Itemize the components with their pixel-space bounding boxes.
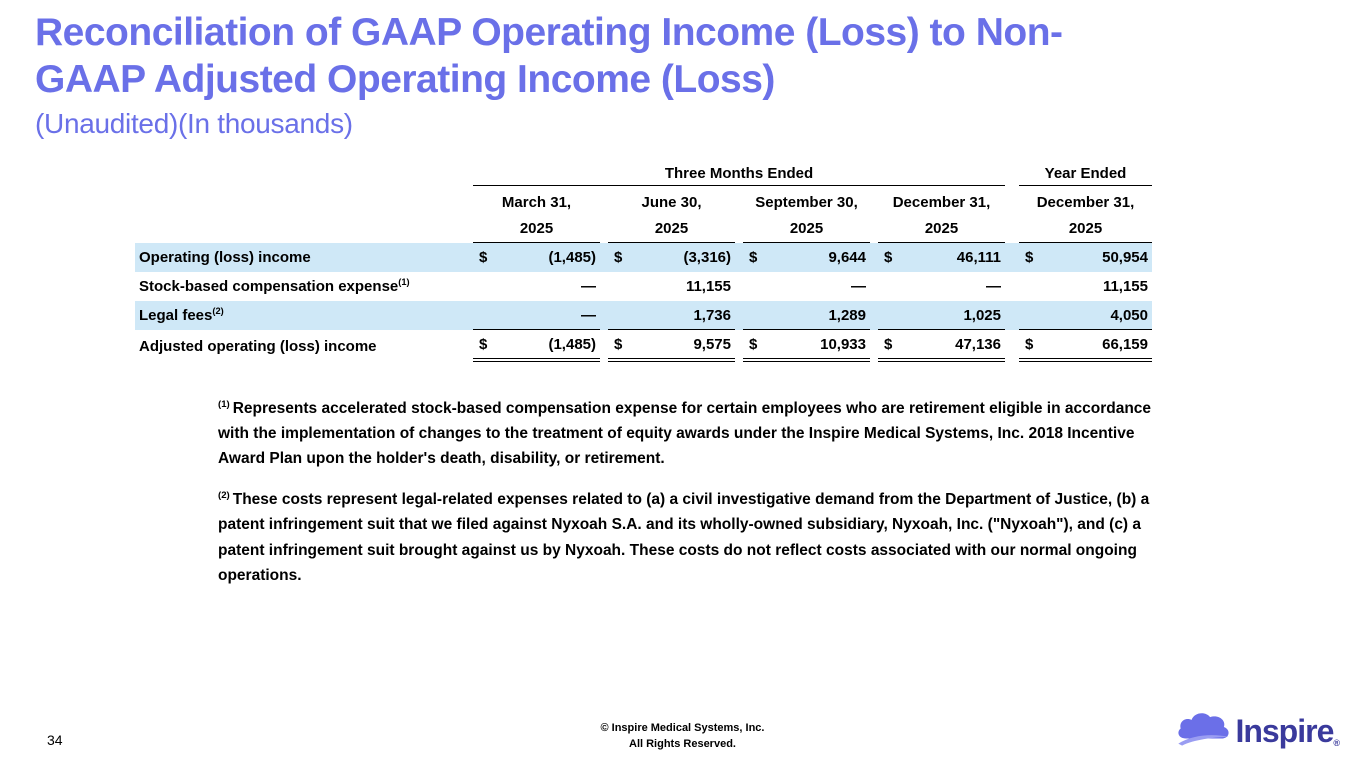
table-cell: $ 50,954 (1025, 249, 1148, 266)
footnote-1-text: Represents accelerated stock-based compensation expense for certain employees who are retirement eligible in accordance with the implementation of changes to the treatment of equity awards under the Inspire Medical Systems, Inc. 2018 Incentive Award Plan upon the holder's death, disability, or retirement. (218, 400, 1152, 468)
group-header-three-months: Three Months Ended (473, 165, 1005, 186)
copyright-line2: All Rights Reserved. (629, 737, 736, 750)
title-block (35, 10, 1335, 140)
footnote-2 (218, 487, 1154, 587)
column-header-q2: June 30, 2025 (608, 186, 735, 243)
inspire-logo (1175, 709, 1340, 754)
page-number: 34 (47, 732, 63, 748)
column-header-full-year: December 31, 2025 (1019, 186, 1152, 243)
row-label: Stock-based compensation expense$^{(1)}$ (139, 277, 410, 295)
column-header-q1: March 31, 2025 (473, 186, 600, 243)
inspire-wordmark: Inspire (1235, 713, 1334, 749)
table-cell: $ 66,159 (1019, 330, 1152, 362)
table-cell: 11,155 (1102, 278, 1148, 295)
footnotes (218, 396, 1154, 588)
table-cell: — (473, 301, 600, 330)
page-subtitle: (Unaudited)(In thousands) (35, 107, 353, 139)
table-column-header-row (135, 186, 1152, 243)
footnote-2-marker: (2) (218, 490, 230, 502)
inspire-cloud-icon (1175, 709, 1231, 752)
row-label: Legal fees$^{(2)}$ (139, 306, 224, 324)
copyright-line1: © Inspire Medical Systems, Inc. (600, 722, 765, 735)
table-cell: — (851, 278, 866, 295)
row-label: Adjusted operating (loss) income (139, 337, 377, 355)
row-label: Operating (loss) income (139, 249, 311, 266)
table-cell: $ (1,485) (473, 330, 600, 362)
table-cell: $ 47,136 (878, 330, 1005, 362)
group-header-year-ended: Year Ended (1019, 165, 1152, 186)
table-row-adjusted-operating-income (135, 330, 1152, 362)
table-cell: $ (1,485) (479, 249, 596, 266)
column-header-q3: September 30, 2025 (743, 186, 870, 243)
copyright-notice (0, 721, 1365, 752)
table-cell: $ 46,111 (884, 249, 1001, 266)
table-cell: $ 10,933 (743, 330, 870, 362)
column-header-spacer (135, 186, 465, 243)
footnote-2-text: These costs represent legal-related expenses related to (a) a civil investigative demand from the Department of Justice, (b) a patent infringement suit that we filed against Nyxoah S.A. and its wholly-owned subsidiary, Nyxoah, Inc. ("Nyxoah"), and (c) a patent infringement suit brought against us by Nyxoah. These costs do not reflect costs associated with our normal ongoing operations. (218, 491, 1150, 584)
table-cell: — (986, 278, 1001, 295)
table-cell: 4,050 (1019, 301, 1152, 330)
reconciliation-table (135, 163, 1152, 362)
page-title-line1: Reconciliation of GAAP Operating Income (Loss) to Non- (35, 11, 1063, 54)
table-cell: 1,289 (743, 301, 870, 330)
table-cell: — (581, 278, 596, 295)
table-cell: $ 9,575 (608, 330, 735, 362)
footnote-1-marker: (1) (218, 398, 230, 410)
table-row-legal-fees (135, 301, 1152, 330)
table-group-header-row (135, 163, 1152, 186)
registered-trademark-mark: ® (1333, 738, 1340, 748)
table-cell: $ (3,316) (614, 249, 731, 266)
footnote-1 (218, 396, 1154, 471)
column-header-q4: December 31, 2025 (878, 186, 1005, 243)
page-title (35, 10, 1335, 104)
table-row-operating-income (135, 243, 1152, 272)
table-cell: 1,025 (878, 301, 1005, 330)
table-row-stock-compensation (135, 272, 1152, 301)
page-title-line2: GAAP Adjusted Operating Income (Loss) (35, 57, 775, 101)
table-cell: 11,155 (685, 278, 731, 295)
table-cell: $ 9,644 (749, 249, 866, 266)
table-cell: 1,736 (608, 301, 735, 330)
